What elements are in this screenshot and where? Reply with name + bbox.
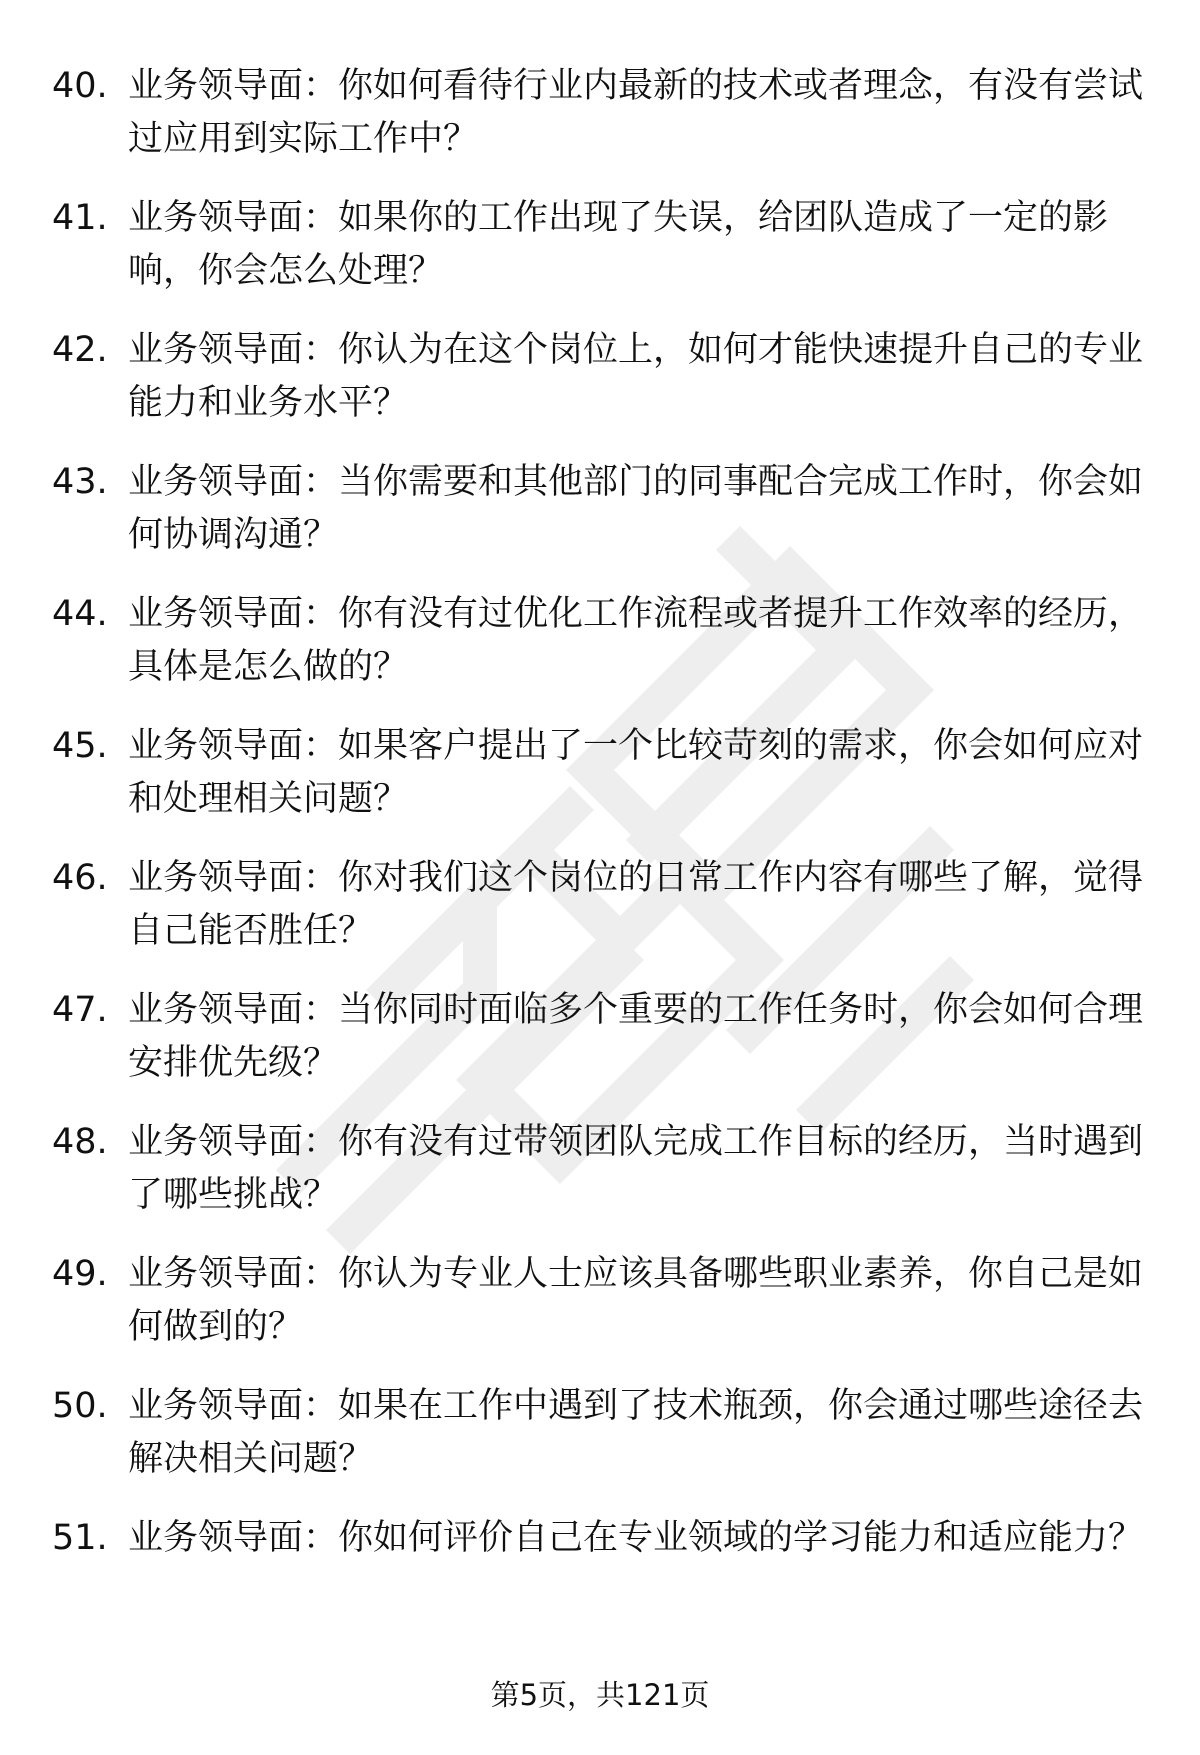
question-item xyxy=(52,1512,1144,1644)
question-text: 业务领导面：你认为专业人士应该具备哪些职业素养，你自己是如何做到的？ xyxy=(128,1254,1144,1347)
question-item xyxy=(52,1248,1144,1380)
question-number: 42. xyxy=(52,330,108,370)
question-text: 业务领导面：你有没有过优化工作流程或者提升工作效率的经历，具体是怎么做的？ xyxy=(128,594,1144,687)
question-number: 41. xyxy=(52,198,108,238)
question-number: 43. xyxy=(52,462,108,502)
page-footer: 第5页，共121页 xyxy=(490,1678,710,1712)
question-number: 40. xyxy=(52,66,108,106)
question-text: 业务领导面：如果你的工作出现了失误，给团队造成了一定的影响，你会怎么处理？ xyxy=(128,198,1109,291)
question-item xyxy=(52,588,1144,720)
question-text: 业务领导面：如果客户提出了一个比较苛刻的需求，你会如何应对和处理相关问题？ xyxy=(128,726,1144,819)
question-item xyxy=(52,984,1144,1116)
question-number: 44. xyxy=(52,594,108,634)
question-number: 47. xyxy=(52,990,108,1030)
question-list xyxy=(52,60,1144,1644)
question-item xyxy=(52,456,1144,588)
question-number: 50. xyxy=(52,1386,108,1426)
question-text: 业务领导面：你有没有过带领团队完成工作目标的经历，当时遇到了哪些挑战？ xyxy=(128,1122,1144,1215)
question-item xyxy=(52,192,1144,324)
question-item xyxy=(52,60,1144,192)
question-number: 46. xyxy=(52,858,108,898)
question-number: 49. xyxy=(52,1254,108,1294)
question-item xyxy=(52,324,1144,456)
question-item xyxy=(52,720,1144,852)
question-text: 业务领导面：当你同时面临多个重要的工作任务时，你会如何合理安排优先级？ xyxy=(128,990,1144,1083)
question-text: 业务领导面：你如何评价自己在专业领域的学习能力和适应能力？ xyxy=(128,1518,1144,1558)
question-item xyxy=(52,1380,1144,1512)
question-item xyxy=(52,1116,1144,1248)
question-text: 业务领导面：如果在工作中遇到了技术瓶颈，你会通过哪些途径去解决相关问题？ xyxy=(128,1386,1144,1479)
question-number: 51. xyxy=(52,1518,108,1558)
question-item xyxy=(52,852,1144,984)
question-text: 业务领导面：当你需要和其他部门的同事配合完成工作时，你会如何协调沟通？ xyxy=(128,462,1144,555)
question-text: 业务领导面：你认为在这个岗位上，如何才能快速提升自己的专业能力和业务水平？ xyxy=(128,330,1144,423)
question-number: 45. xyxy=(52,726,108,766)
question-number: 48. xyxy=(52,1122,108,1162)
question-text: 业务领导面：你如何看待行业内最新的技术或者理念，有没有尝试过应用到实际工作中？ xyxy=(128,66,1144,159)
question-text: 业务领导面：你对我们这个岗位的日常工作内容有哪些了解，觉得自己能否胜任？ xyxy=(128,858,1144,951)
